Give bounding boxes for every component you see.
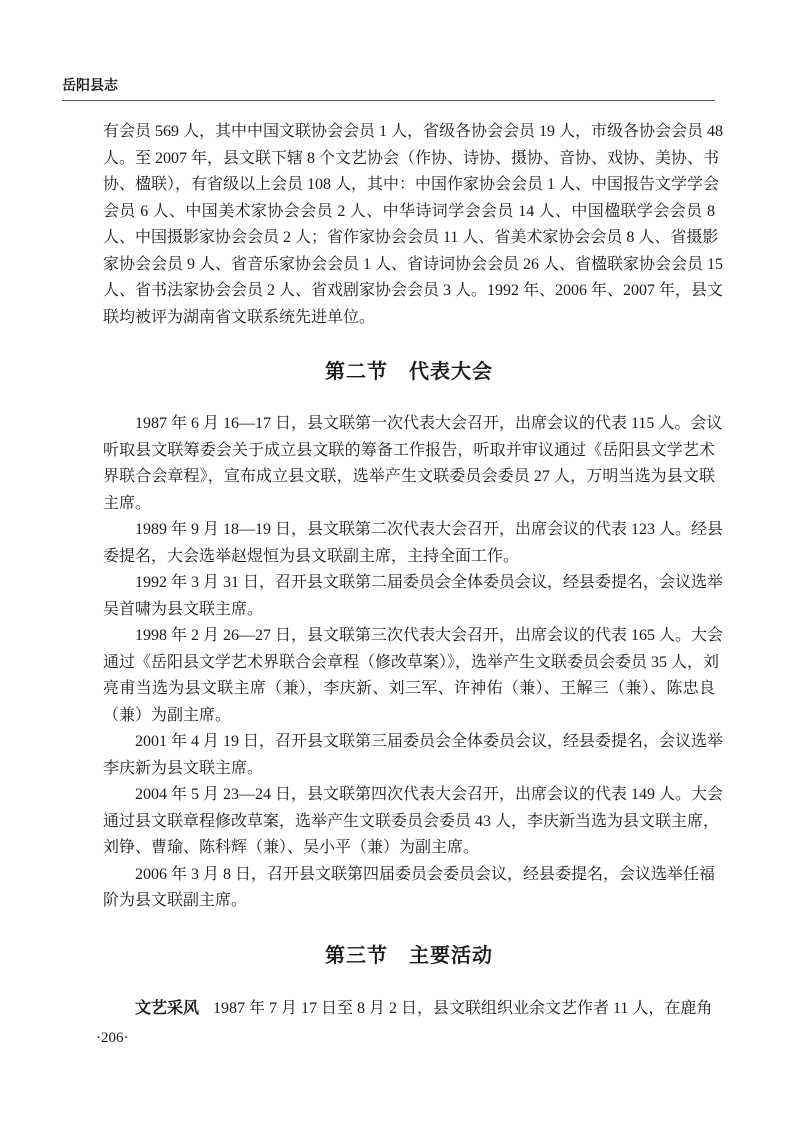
paragraph [103, 517, 724, 570]
paragraph [103, 623, 724, 729]
text-line [103, 623, 724, 650]
line-text: 通过县文联章程修改草案，选举产生文联委员会委员 43 人，李庆新当选为县文联主席， [103, 812, 720, 830]
line-text: 联均被评为湖南省文联系统先进单位。 [103, 308, 376, 326]
line-text: 2006 年 3 月 8 日，召开县文联第四届委员会委员会议，经县委提名，会议选举任福 [135, 865, 716, 883]
text-line [103, 491, 715, 518]
line-text: 通过《岳阳县文学艺术界联合会章程（修改草案）》，选举产生文联委员会委员 35 人，刘 [103, 653, 720, 671]
text-line [103, 809, 720, 836]
text-line [103, 278, 724, 305]
text-line [103, 119, 724, 146]
line-text: 阶为县文联副主席。 [103, 892, 248, 909]
page-body [103, 119, 724, 1021]
text-line [103, 756, 715, 783]
line-text: 2001 年 4 月 19 日，召开县文联第三届委员会全体委员会议，经县委提名，会议选举 [135, 733, 724, 750]
line-text: 刘铮、曹瑜、陈科辉（兼）、吴小平（兼）为副主席。 [103, 839, 480, 856]
paragraph [103, 411, 723, 517]
text-line [103, 597, 715, 624]
text-line [103, 835, 715, 862]
page-number: ·206· [96, 1030, 129, 1046]
paragraph-lead-term: 文艺采风 [135, 997, 200, 1017]
line-text: 亮甫当选为县文联主席（兼），李庆新、刘三军、许神佑（兼）、王解三（兼）、陈忠良 [103, 680, 715, 697]
line-text: 1987 年 7 月 17 日至 8 月 2 日，县文联组织业余文艺作者 11 人，在鹿角 [213, 999, 713, 1017]
line-text: 2004 年 5 月 23—24 日，县文联第四次代表大会召开，出席会议的代表 149 人。大会 [135, 786, 724, 803]
text-line [103, 517, 724, 544]
line-text: 李庆新为县文联主席。 [103, 759, 264, 777]
paragraph [103, 862, 715, 915]
text-line [103, 146, 720, 173]
header-rule [62, 100, 715, 101]
line-text: 1992 年 3 月 31 日，召开县文联第二届委员会全体委员会议，经县委提名，会议选举 [135, 574, 724, 591]
line-text: 人。至 2007 年，县文联下辖 8 个文艺协会（作协、诗协、摄协、音协、戏协、美协、书 [103, 149, 720, 167]
text-line [103, 199, 715, 226]
line-text: 协、楹联），有省级以上会员 108 人，其中：中国作家协会会员 1 人、中国报告文学学会 [103, 176, 720, 193]
line-text: 人、中国摄影家协会会员 2 人；省作家协会会员 11 人、省美术家协会会员 8 人、省摄影 [103, 229, 719, 246]
paragraph [103, 570, 724, 623]
text-line [103, 464, 715, 491]
line-text: 家协会会员 9 人、省音乐家协会会员 1 人、省诗词协会会员 26 人、省楹联家协会会员 15 [103, 255, 724, 273]
text-line [103, 570, 724, 597]
line-text: 主席。 [103, 494, 152, 512]
text-line [103, 888, 715, 915]
paragraph [103, 119, 724, 331]
line-text: 吴首啸为县文联主席。 [103, 600, 264, 618]
paragraph [103, 782, 724, 862]
line-text: 听取县文联筹委会关于成立县文联的筹备工作报告，听取并审议通过《岳阳县文学艺术 [103, 441, 715, 459]
text-line [103, 252, 724, 279]
text-line [103, 676, 715, 703]
text-line [103, 225, 719, 252]
line-text: 1987 年 6 月 16—17 日，县文联第一次代表大会召开，出席会议的代表 115 人。会议 [135, 415, 723, 432]
line-text: 会员 6 人、中国美术家协会会员 2 人、中华诗词学会会员 14 人、中国楹联学会会员 8 [103, 202, 715, 220]
text-line [103, 438, 715, 465]
line-text: 有会员 569 人，其中中国文联协会会员 1 人，省级各协会会员 19 人，市级各协会会员 48 [103, 123, 724, 140]
section-heading: 第二节 代表大会 [325, 359, 493, 383]
text-line [103, 172, 720, 199]
text-line [103, 782, 724, 809]
paragraph [103, 995, 715, 1022]
text-line [103, 305, 715, 332]
line-text: （兼）为副主席。 [103, 706, 232, 724]
line-text: 1998 年 2 月 26—27 日，县文联第三次代表大会召开，出席会议的代表 165 人。大会 [135, 627, 724, 644]
text-line [103, 650, 720, 677]
text-line [103, 862, 715, 889]
running-head-title: 岳阳县志 [62, 78, 118, 94]
section-heading: 第三节 主要活动 [325, 942, 493, 967]
text-line [103, 703, 715, 730]
line-text: 界联合会章程》，宣布成立县文联，选举产生文联委员会委员 27 人，万明当选为县文联 [103, 468, 715, 485]
line-text: 委提名，大会选举赵煜恒为县文联副主席，主持全面工作。 [103, 547, 520, 565]
text-line [103, 411, 723, 438]
text-line [103, 729, 724, 756]
line-text: 人、省书法家协会会员 2 人、省戏剧家协会会员 3 人。1992 年、2006 年、2007 年，县文 [103, 282, 724, 299]
line-text: 1989 年 9 月 18—19 日，县文联第二次代表大会召开，出席会议的代表 123 人。经县 [135, 521, 724, 538]
paragraph [103, 729, 724, 782]
text-line [103, 544, 715, 571]
text-line [103, 995, 715, 1022]
